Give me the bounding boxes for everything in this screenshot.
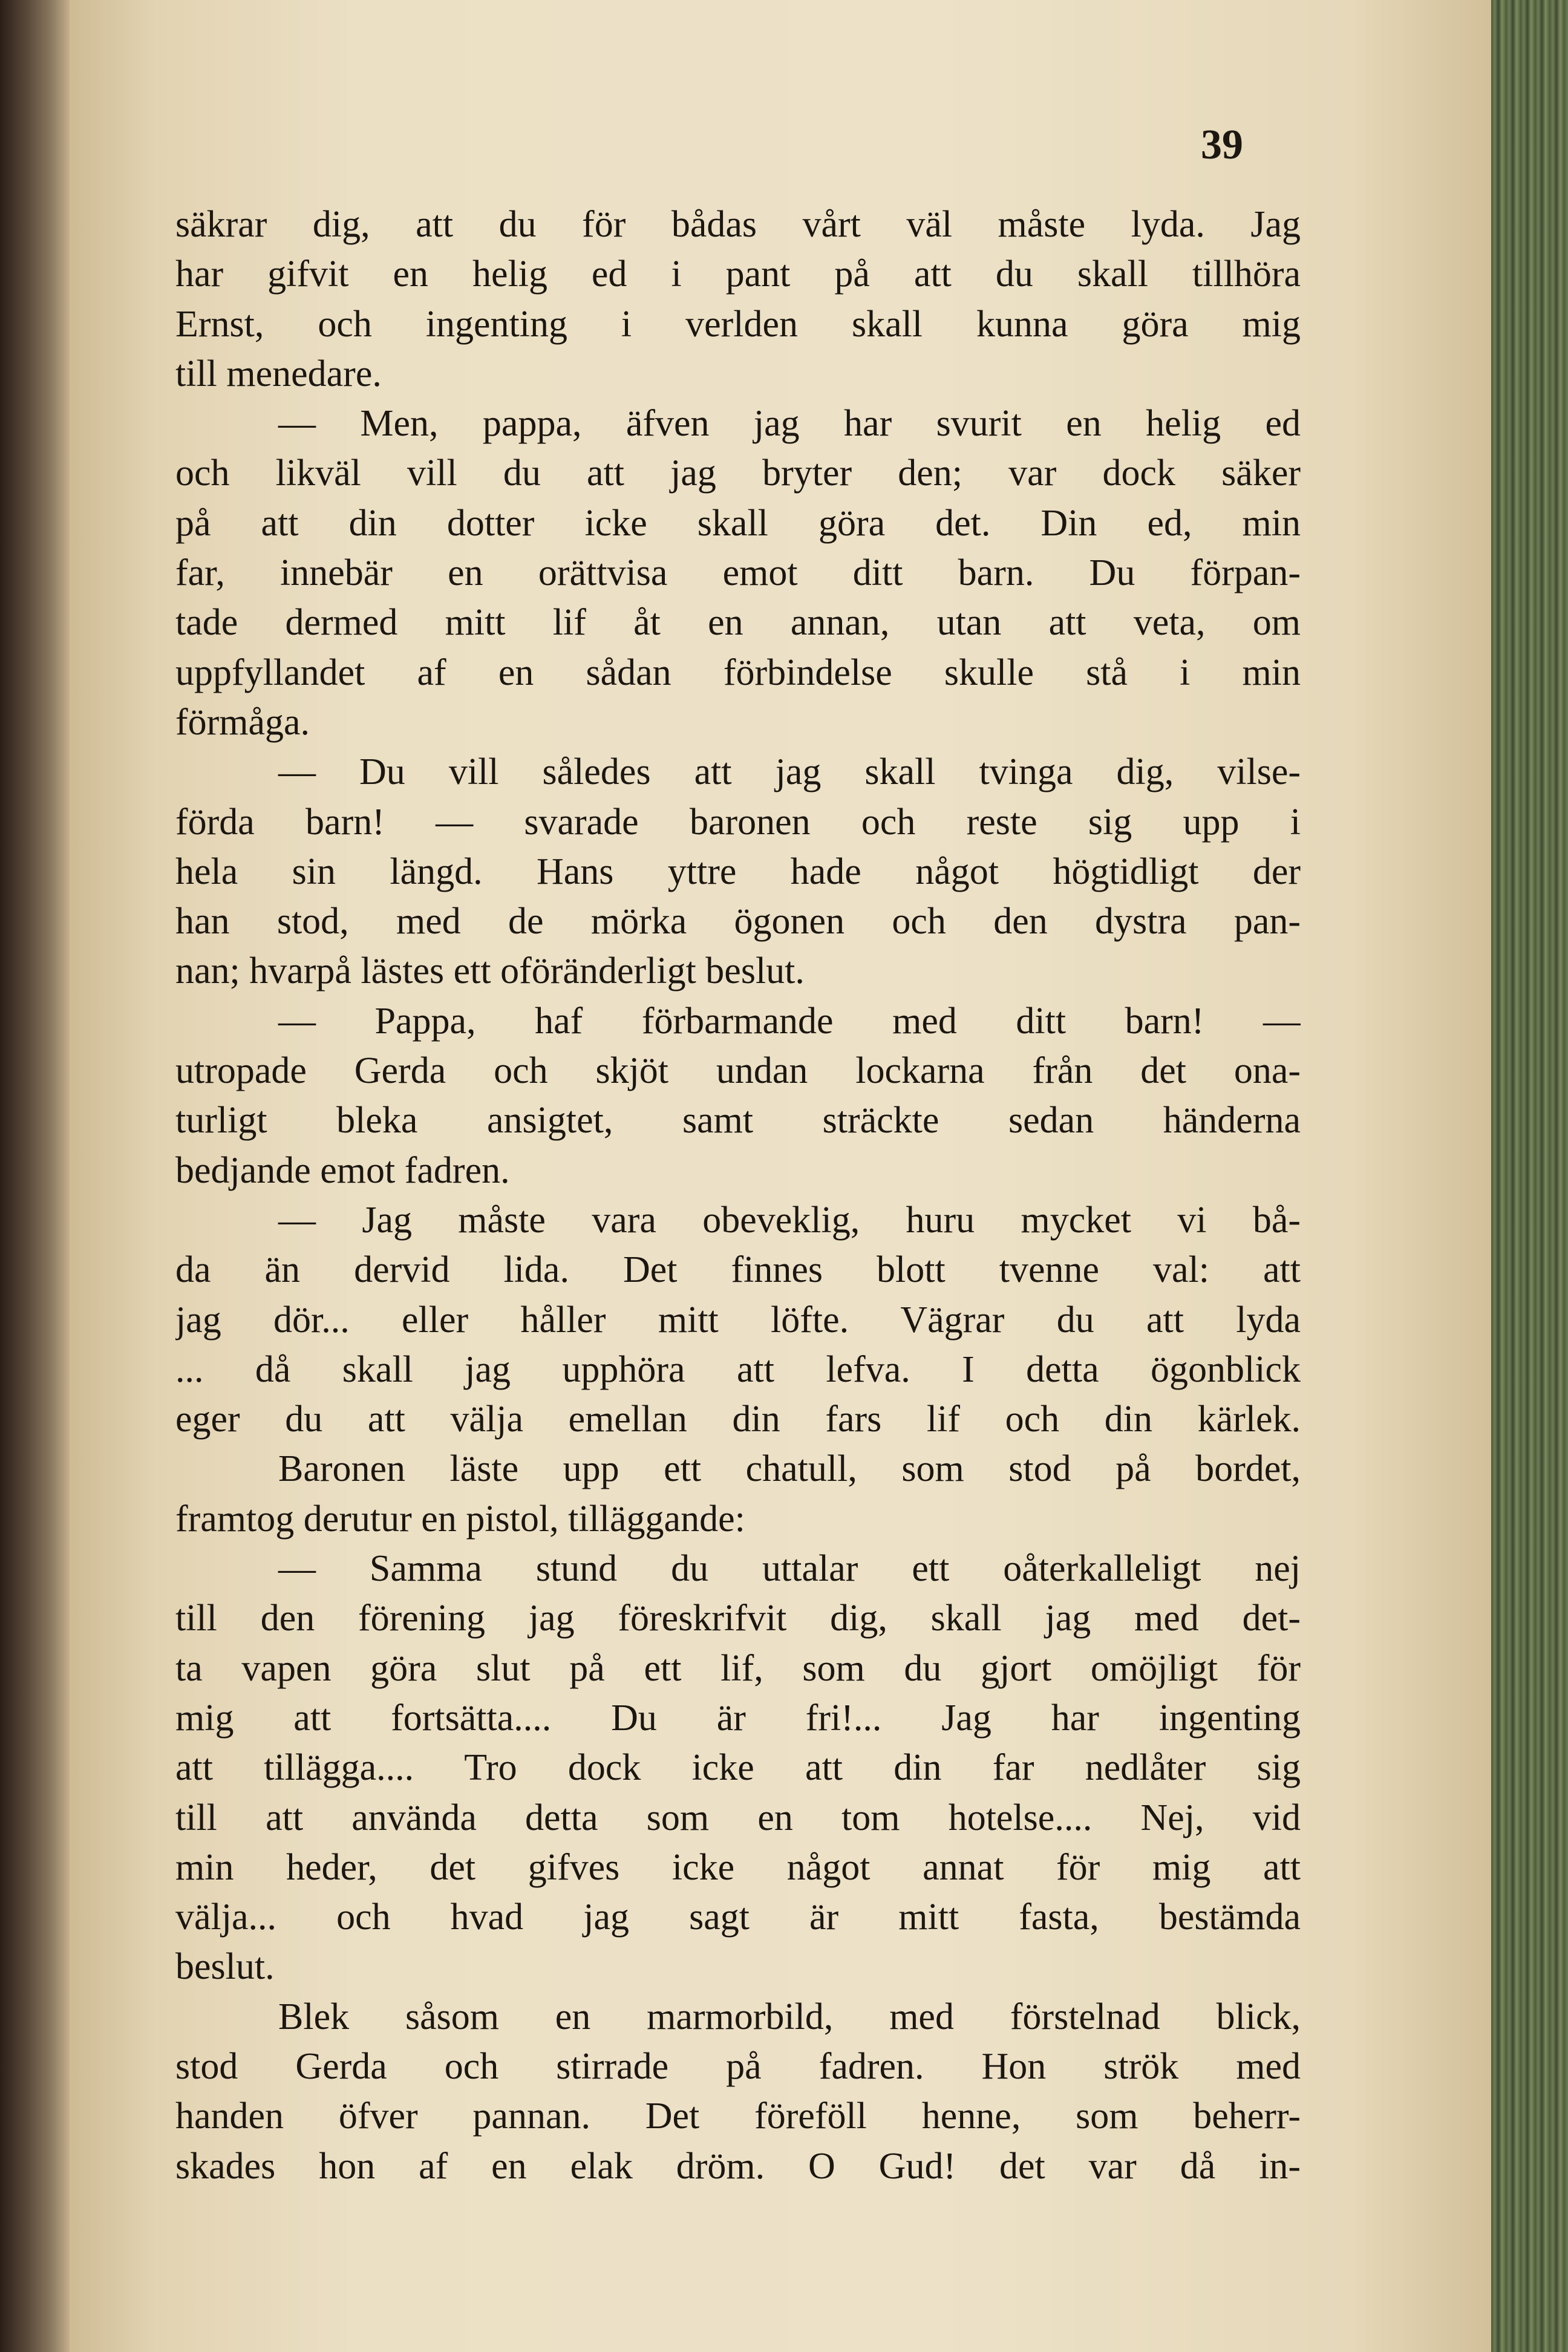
text-line: stod Gerda och stirrade på fadren. Hon strök med	[175, 2045, 1301, 2087]
book-left-page-edge	[0, 0, 70, 2352]
text-line: bedjande emot fadren.	[175, 1149, 510, 1191]
text-line: till att använda detta som en tom hotelse.... Nej, vid	[175, 1797, 1301, 1838]
text-line: — Du vill således att jag skall tvinga dig, vilse-	[278, 751, 1301, 793]
text-line: och likväl vill du att jag bryter den; var dock säker	[175, 452, 1301, 494]
text-line: — Jag måste vara obeveklig, huru mycket vi bå-	[278, 1199, 1301, 1241]
text-line: ta vapen göra slut på ett lif, som du gjort omöjligt för	[175, 1647, 1301, 1689]
text-line: att tillägga.... Tro dock icke att din far nedlåter sig	[175, 1747, 1301, 1789]
text-line: tade dermed mitt lif åt en annan, utan att veta, om	[175, 602, 1301, 644]
text-line: eger du att välja emellan din fars lif och din kärlek.	[175, 1399, 1301, 1440]
page-number: 39	[1201, 122, 1243, 168]
text-line: Baronen läste upp ett chatull, som stod på bordet,	[278, 1448, 1301, 1490]
text-line: uppfyllandet af en sådan förbindelse skulle stå i min	[175, 652, 1301, 693]
book-spine	[1491, 0, 1568, 2352]
text-line: nan; hvarpå lästes ett oföränderligt beslut.	[175, 950, 805, 992]
text-line: till menedare.	[175, 353, 382, 394]
text-line: hela sin längd. Hans yttre hade något högtidligt der	[175, 851, 1301, 892]
text-line: da än dervid lida. Det finnes blott tvenne val: att	[175, 1249, 1301, 1291]
text-line: min heder, det gifves icke något annat för mig att	[175, 1846, 1301, 1888]
text-line: säkrar dig, att du för bådas vårt väl måste lyda. Jag	[175, 204, 1301, 245]
body-text	[175, 200, 1301, 2191]
text-line: far, innebär en orättvisa emot ditt barn. Du förpan-	[175, 552, 1301, 594]
text-line: — Men, pappa, äfven jag har svurit en helig ed	[278, 403, 1301, 445]
text-line: han stod, med de mörka ögonen och den dystra pan-	[175, 901, 1301, 942]
text-line: mig att fortsätta.... Du är fri!... Jag har ingenting	[175, 1697, 1301, 1739]
text-line: har gifvit en helig ed i pant på att du skall tillhöra	[175, 253, 1301, 295]
text-line: Blek såsom en marmorbild, med förstelnad blick,	[278, 1996, 1301, 2037]
text-line: skades hon af en elak dröm. O Gud! det var då in-	[175, 2145, 1301, 2187]
text-line: jag dör... eller håller mitt löfte. Vägrar du att lyda	[175, 1299, 1301, 1341]
text-line: Ernst, och ingenting i verlden skall kunna göra mig	[175, 303, 1301, 345]
text-line: — Pappa, haf förbarmande med ditt barn! —	[278, 1000, 1301, 1042]
text-line: utropade Gerda och skjöt undan lockarna från det ona-	[175, 1050, 1301, 1092]
text-line: — Samma stund du uttalar ett oåterkalleligt nej	[278, 1548, 1301, 1590]
text-line: på att din dotter icke skall göra det. Din ed, min	[175, 502, 1301, 544]
text-line: handen öfver pannan. Det föreföll henne, som beherr-	[175, 2096, 1301, 2137]
text-line: välja... och hvad jag sagt är mitt fasta, bestämda	[175, 1896, 1301, 1938]
text-line: framtog derutur en pistol, tilläggande:	[175, 1498, 745, 1540]
text-line: till den förening jag föreskrifvit dig, skall jag med det-	[175, 1598, 1301, 1639]
text-line: turligt bleka ansigtet, samt sträckte sedan händerna	[175, 1100, 1301, 1142]
text-line: beslut.	[175, 1946, 275, 1988]
text-line: förmåga.	[175, 701, 310, 743]
text-line: ... då skall jag upphöra att lefva. I detta ögonblick	[175, 1348, 1301, 1390]
text-line: förda barn! — svarade baronen och reste sig upp i	[175, 801, 1301, 843]
